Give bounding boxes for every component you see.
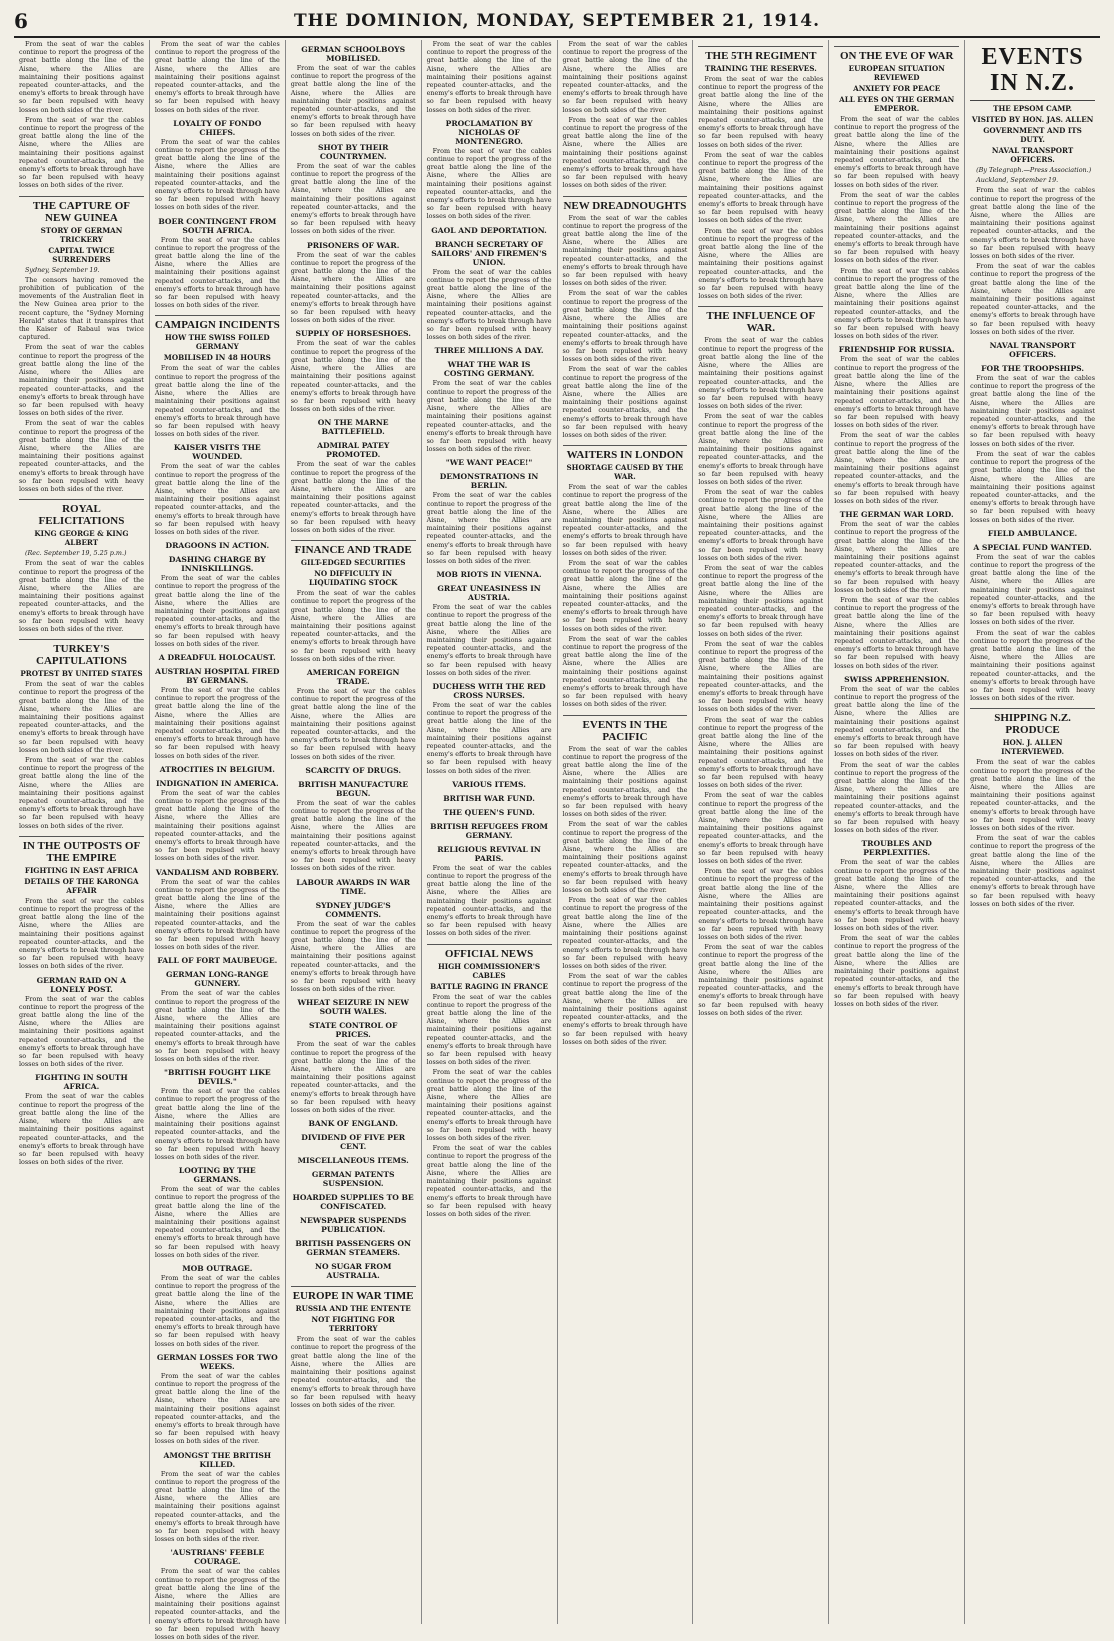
article-title: NAVAL TRANSPORT OFFICERS. <box>989 341 1076 360</box>
paragraph: From the seat of war the cables continue to report the progress of the great battle along the line of the Aisne, where the Allies are maintaining their positions against repeated counter-attacks, and the enemy's efforts to break through have so far been repulsed with heavy losses on both sides of the river. <box>19 1092 144 1167</box>
paragraph: From the seat of war the cables continue to report the progress of the great battle along the line of the Aisne, where the Allies are maintaining their positions against repeated counter-attacks, and the enemy's efforts to break through have so far been repulsed with heavy losses on both sides of the river. <box>290 64 416 138</box>
headline: THE CAPTURE OF NEW GUINEA <box>19 196 144 224</box>
article-title: AUSTRIAN HOSPITAL FIRED BY GERMANS. <box>155 666 280 685</box>
headline: THE 5TH REGIMENT <box>698 46 823 62</box>
paragraph: From the seat of war the cables continue to report the progress of the great battle along the line of the Aisne, where the Allies are maintaining their positions against repeated counter-attacks, and the enemy's efforts to break through have so far been repulsed with heavy losses on both sides of the river. <box>562 972 688 1046</box>
paragraph: From the seat of war the cables continue to report the progress of the great battle along the line of the Aisne, where the Allies are maintaining their positions against repeated counter-attacks, and the enemy's efforts to break through have so far been repulsed with heavy losses on both sides of the river. <box>154 574 280 648</box>
article-title: AMERICAN FOREIGN TRADE. <box>306 667 400 686</box>
paragraph: From the seat of war the cables continue to report the progress of the great battle along the line of the Aisne, where the Allies are maintaining their positions against repeated counter-attacks, and the enemy's efforts to break through have so far been repulsed with heavy losses on both sides of the river. <box>698 715 824 790</box>
article-title: FRIENDSHIP FOR RUSSIA. <box>838 345 955 355</box>
paragraph: From the seat of war the cables continue to report the progress of the great battle along the line of the Aisne, where the Allies are maintaining their positions against repeated counter-attacks, and the enemy's efforts to break through have so far been repulsed with heavy losses on both sides of the river. <box>426 1144 552 1218</box>
article-title: BRITISH REFUGEES FROM GERMANY. <box>430 821 548 840</box>
subheadline: BATTLE RAGING IN FRANCE <box>430 981 548 991</box>
paragraph: From the seat of war the cables continue to report the progress of the great battle along the line of the Aisne, where the Allies are maintaining their positions against repeated counter-attacks, and the enemy's efforts to break through have so far been repulsed with heavy losses on both sides of the river. <box>19 680 144 754</box>
subheadline: HON. J. ALLEN INTERVIEWED. <box>1001 738 1065 757</box>
subheadline: NO DIFFICULTY IN LIQUIDATING STOCK <box>308 569 398 588</box>
headline: NEW DREADNOUGHTS <box>563 196 688 212</box>
article-title: THREE MILLIONS A DAY. <box>434 346 544 356</box>
article-title: "BRITISH FOUGHT LIKE DEVILS." <box>164 1068 271 1087</box>
article-title: GAOL AND DEPORTATION. <box>431 225 547 235</box>
article-title: GERMAN LONG-RANGE GUNNERY. <box>166 970 269 989</box>
column-2 <box>150 40 286 1641</box>
headline: EUROPE IN WAR TIME <box>291 1286 416 1302</box>
subheadline: ALL EYES ON THE GERMAN EMPEROR. <box>839 95 955 113</box>
article-title: 'AUSTRIANS' FEEBLE COURAGE. <box>170 1548 265 1567</box>
article-title: MISCELLANEOUS ITEMS. <box>297 1156 409 1166</box>
article-title: GREAT UNEASINESS IN AUSTRIA. <box>437 584 541 603</box>
paragraph: From the seat of war the cables continue to report the progress of the great battle along the line of the Aisne, where the Allies are maintaining their positions against repeated counter-attacks, and the enemy's efforts to break through have so far been repulsed with heavy losses on both sides of the river. <box>154 1273 280 1348</box>
paragraph: From the seat of war the cables continue to report the progress of the great battle along the line of the Aisne, where the Allies are maintaining their positions against repeated counter-attacks, and the enemy's efforts to break through have so far been repulsed with heavy losses on both sides of the river. <box>698 226 824 301</box>
paragraph: From the seat of war the cables continue to report the progress of the great battle along the line of the Aisne, where the Allies are maintaining their positions against repeated counter-attacks, and the enemy's efforts to break through have so far been repulsed with heavy losses on both sides of the river. <box>290 798 416 873</box>
paragraph: From the seat of war the cables continue to report the progress of the great battle along the line of the Aisne, where the Allies are maintaining their positions against repeated counter-attacks, and the enemy's efforts to break through have so far been repulsed with heavy losses on both sides of the river. <box>19 559 144 633</box>
headline: ON THE EVE OF WAR <box>834 46 959 62</box>
paragraph: From the seat of war the cables continue to report the progress of the great battle along the line of the Aisne, where the Allies are maintaining their positions against repeated counter-attacks, and the enemy's efforts to break through have so far been repulsed with heavy losses on both sides of the river. <box>562 365 688 439</box>
paragraph: From the seat of war the cables continue to report the progress of the great battle along the line of the Aisne, where the Allies are maintaining their positions against repeated counter-attacks, and the enemy's efforts to break through have so far been repulsed with heavy losses on both sides of the river. <box>290 161 416 236</box>
article-title: FALL OF FORT MAUBEUGE. <box>157 956 278 966</box>
paragraph: From the seat of war the cables continue to report the progress of the great battle along the line of the Aisne, where the Allies are maintaining their positions against repeated counter-attacks, and the enemy's efforts to break through have so far been repulsed with heavy losses on both sides of the river. <box>562 896 688 970</box>
paragraph: From the seat of war the cables continue to report the progress of the great battle along the line of the Aisne, where the Allies are maintaining their positions against repeated counter-attacks, and the enemy's efforts to break through have so far been repulsed with heavy losses on both sides of the river. <box>426 603 552 677</box>
article-title: HOARDED SUPPLIES TO BE CONFISCATED. <box>292 1193 414 1212</box>
article-title: GERMAN SCHOOLBOYS MOBILISED. <box>301 45 406 63</box>
dateline: (By Telegraph.—Press Association.) <box>976 166 1092 174</box>
subheadline: VISITED BY HON. JAS. ALLEN <box>971 115 1094 124</box>
headline: TURKEY'S CAPITULATIONS <box>19 639 144 667</box>
paragraph: From the seat of war the cables continue to report the progress of the great battle along the line of the Aisne, where the Allies are maintaining their positions against repeated counter-attacks, and the enemy's efforts to break through have so far been repulsed with heavy losses on both sides of the river. <box>834 431 960 505</box>
article-title: ADMIRAL PATEY PROMOTED. <box>317 441 390 460</box>
article-title: MOB OUTRAGE. <box>182 1263 253 1273</box>
article-title: A SPECIAL FUND WANTED. <box>973 542 1092 552</box>
paragraph: From the seat of war the cables continue to report the progress of the great battle along the line of the Aisne, where the Allies are maintaining their positions against repeated counter-attacks, and the enemy's efforts to break through have so far been repulsed with heavy losses on both sides of the river. <box>426 379 552 454</box>
paragraph: From the seat of war the cables continue to report the progress of the great battle along the line of the Aisne, where the Allies are maintaining their positions against repeated counter-attacks, and the enemy's efforts to break through have so far been repulsed with heavy losses on both sides of the river. <box>970 628 1095 703</box>
article-title: WHAT THE WAR IS COSTING GERMANY. <box>443 360 535 379</box>
article-title: LABOUR AWARDS IN WAR TIME. <box>296 877 411 896</box>
article-title: KAISER VISITS THE WOUNDED. <box>173 443 261 462</box>
paragraph: From the seat of war the cables continue to report the progress of the great battle along the line of the Aisne, where the Allies are maintaining their positions against repeated counter-attacks, and the enemy's efforts to break through have so far been repulsed with heavy losses on both sides of the river. <box>970 186 1095 261</box>
headline: SHIPPING N.Z. PRODUCE <box>970 708 1095 736</box>
article-title: ATROCITIES IN BELGIUM. <box>159 764 275 774</box>
dateline: Auckland, September 19. <box>976 176 1059 185</box>
paragraph: From the seat of war the cables continue to report the progress of the great battle along the line of the Aisne, where the Allies are maintaining their positions against repeated counter-attacks, and the enemy's efforts to break through have so far been repulsed with heavy losses on both sides of the river. <box>562 289 688 364</box>
section-title: EVENTS IN N.Z. <box>981 44 1084 96</box>
column-5 <box>558 40 694 1624</box>
paragraph: From the seat of war the cables continue to report the progress of the great battle along the line of the Aisne, where the Allies are maintaining their positions against repeated counter-attacks, and the enemy's efforts to break through have so far been repulsed with heavy losses on both sides of the river. <box>154 364 280 439</box>
subheadline: ANXIETY FOR PEACE <box>853 84 941 93</box>
paragraph: From the seat of war the cables continue to report the progress of the great battle along the line of the Aisne, where the Allies are maintaining their positions against repeated counter-attacks, and the enemy's efforts to break through have so far been repulsed with heavy losses on both sides of the river. <box>19 756 144 830</box>
paragraph: From the seat of war the cables continue to report the progress of the great battle along the line of the Aisne, where the Allies are maintaining their positions against repeated counter-attacks, and the enemy's efforts to break through have so far been repulsed with heavy losses on both sides of the river. <box>834 355 960 430</box>
article-title: "WE WANT PEACE!" <box>445 458 533 468</box>
paragraph: From the seat of war the cables continue to report the progress of the great battle along the line of the Aisne, where the Allies are maintaining their positions against repeated counter-attacks, and the enemy's efforts to break through have so far been repulsed with heavy losses on both sides of the river. <box>562 40 688 114</box>
column-1 <box>14 40 150 1624</box>
article-title: A DREADFUL HOLOCAUST. <box>158 652 276 662</box>
article-title: STATE CONTROL OF PRICES. <box>308 1021 398 1040</box>
paragraph: From the seat of war the cables continue to report the progress of the great battle along the line of the Aisne, where the Allies are maintaining their positions against repeated counter-attacks, and the enemy's efforts to break through have so far been repulsed with heavy losses on both sides of the river. <box>698 412 824 486</box>
paragraph: From the seat of war the cables continue to report the progress of the great battle along the line of the Aisne, where the Allies are maintaining their positions against repeated counter-attacks, and the enemy's efforts to break through have so far been repulsed with heavy losses on both sides of the river. <box>562 558 688 633</box>
paragraph: From the seat of war the cables continue to report the progress of the great battle along the line of the Aisne, where the Allies are maintaining their positions against repeated counter-attacks, and the enemy's efforts to break through have so far been repulsed with heavy losses on both sides of the river. <box>562 213 688 288</box>
headline: OFFICIAL NEWS <box>427 944 552 960</box>
subheadline: HOW THE SWISS FOILED GERMANY <box>165 333 270 352</box>
paragraph: From the seat of war the cables continue to report the progress of the great battle along the line of the Aisne, where the Allies are maintaining their positions against repeated counter-attacks, and the enemy's efforts to break through have so far been repulsed with heavy losses on both sides of the river. <box>834 934 960 1008</box>
paragraph: From the seat of war the cables continue to report the progress of the great battle along the line of the Aisne, where the Allies are maintaining their positions against repeated counter-attacks, and the enemy's efforts to break through have so far been repulsed with heavy losses on both sides of the river. <box>426 40 552 114</box>
article-title: DUCHESS WITH THE RED CROSS NURSES. <box>432 681 546 700</box>
paragraph: From the seat of war the cables continue to report the progress of the great battle along the line of the Aisne, where the Allies are maintaining their positions against repeated counter-attacks, and the enemy's efforts to break through have so far been repulsed with heavy losses on both sides of the river. <box>698 943 824 1017</box>
headline: EVENTS IN THE PACIFIC <box>563 715 688 743</box>
headline: THE INFLUENCE OF WAR. <box>698 306 823 334</box>
paragraph: From the seat of war the cables continue to report the progress of the great battle along the line of the Aisne, where the Allies are maintaining their positions against repeated counter-attacks, and the enemy's efforts to break through have so far been repulsed with heavy losses on both sides of the river. <box>970 758 1095 832</box>
subheadline: KING GEORGE & KING ALBERT <box>34 529 129 548</box>
article-title: LOOTING BY THE GERMANS. <box>178 1166 256 1185</box>
subheadline: PROTEST BY UNITED STATES <box>20 669 143 679</box>
paragraph: From the seat of war the cables continue to report the progress of the great battle along the line of the Aisne, where the Allies are maintaining their positions against repeated counter-attacks, and the enemy's efforts to break through have so far been repulsed with heavy losses on both sides of the river. <box>562 634 688 709</box>
headline: IN THE OUTPOSTS OF THE EMPIRE <box>19 836 144 864</box>
article-title: DIVIDEND OF FIVE PER CENT. <box>301 1133 406 1152</box>
article-title: RELIGIOUS REVIVAL IN PARIS. <box>437 844 541 863</box>
column-3 <box>286 40 422 1624</box>
paragraph: From the seat of war the cables continue to report the progress of the great battle along the line of the Aisne, where the Allies are maintaining their positions against repeated counter-attacks, and the enemy's efforts to break through have so far been repulsed with heavy losses on both sides of the river. <box>290 460 416 534</box>
article-title: SUPPLY OF HORSESHOES. <box>295 329 411 339</box>
divider <box>970 100 1095 101</box>
paragraph: From the seat of war the cables continue to report the progress of the great battle along the line of the Aisne, where the Allies are maintaining their positions against repeated counter-attacks, and the enemy's efforts to break through have so far been repulsed with heavy losses on both sides of the river. <box>290 686 416 761</box>
newspaper-title: THE DOMINION, MONDAY, SEPTEMBER 21, 1914. <box>293 11 821 31</box>
paragraph: From the seat of war the cables continue to report the progress of the great battle along the line of the Aisne, where the Allies are maintaining their positions against repeated counter-attacks, and the enemy's efforts to break through have so far been repulsed with heavy losses on both sides of the river. <box>834 190 960 265</box>
article-title: FIGHTING IN SOUTH AFRICA. <box>35 1073 128 1092</box>
paragraph: From the seat of war the cables continue to report the progress of the great battle along the line of the Aisne, where the Allies are maintaining their positions against repeated counter-attacks, and the enemy's efforts to break through have so far been repulsed with heavy losses on both sides of the river. <box>154 877 280 952</box>
article-title: MOB RIOTS IN VIENNA. <box>436 570 542 580</box>
article-title: GERMAN RAID ON A LONELY POST. <box>36 975 127 994</box>
article-title: BOER CONTINGENT FROM SOUTH AFRICA. <box>158 216 277 235</box>
columns <box>14 40 1100 1641</box>
headline: WAITERS IN LONDON <box>563 445 688 461</box>
subheadline: NAVAL TRANSPORT OFFICERS. <box>991 146 1074 164</box>
article-title: GERMAN PATENTS SUSPENSION. <box>311 1170 395 1189</box>
paragraph: From the seat of war the cables continue to report the progress of the great battle along the line of the Aisne, where the Allies are maintaining their positions against repeated counter-attacks, and the enemy's efforts to break through have so far been repulsed with heavy losses on both sides of the river. <box>834 684 960 759</box>
paragraph: From the seat of war the cables continue to report the progress of the great battle along the line of the Aisne, where the Allies are maintaining their positions against repeated counter-attacks, and the enemy's efforts to break through have so far been repulsed with heavy losses on both sides of the river. <box>290 589 416 663</box>
article-title: AMONGST THE BRITISH KILLED. <box>163 1450 272 1469</box>
article-title: NO SUGAR FROM AUSTRALIA. <box>315 1262 392 1281</box>
article-title: BANK OF ENGLAND. <box>308 1119 398 1129</box>
column-4 <box>422 40 558 1624</box>
dateline: (Rec. September 19, 5.25 p.m.) <box>25 549 127 558</box>
paragraph: From the seat of war the cables continue to report the progress of the great battle along the line of the Aisne, where the Allies are maintaining their positions against repeated counter-attacks, and the enemy's efforts to break through have so far been repulsed with heavy losses on both sides of the river. <box>426 146 552 221</box>
paragraph: From the seat of war the cables continue to report the progress of the great battle along the line of the Aisne, where the Allies are maintaining their positions against repeated counter-attacks, and the enemy's efforts to break through have so far been repulsed with heavy losses on both sides of the river. <box>154 235 280 310</box>
paragraph: From the seat of war the cables continue to report the progress of the great battle along the line of the Aisne, where the Allies are maintaining their positions against repeated counter-attacks, and the enemy's efforts to break through have so far been repulsed with heavy losses on both sides of the river. <box>19 896 144 971</box>
paragraph: From the seat of war the cables continue to report the progress of the great battle along the line of the Aisne, where the Allies are maintaining their positions against repeated counter-attacks, and the enemy's efforts to break through have so far been repulsed with heavy losses on both sides of the river. <box>834 858 960 933</box>
article-title: BRITISH MANUFACTURE BEGUN. <box>298 779 409 798</box>
subheadline: THE EPSOM CAMP. <box>993 104 1072 113</box>
paragraph: From the seat of war the cables continue to report the progress of the great battle along the line of the Aisne, where the Allies are maintaining their positions against repeated counter-attacks, and the enemy's efforts to break through have so far been repulsed with heavy losses on both sides of the river. <box>698 336 824 411</box>
paragraph: From the seat of war the cables continue to report the progress of the great battle along the line of the Aisne, where the Allies are maintaining their positions against repeated counter-attacks, and the enemy's efforts to break through have so far been repulsed with heavy losses on both sides of the river. <box>290 1040 416 1115</box>
subheadline: TRAINING THE RESERVES. <box>704 64 817 73</box>
article-title: LOYALTY OF FONDO CHIEFS. <box>173 118 262 137</box>
subheadline: NOT FIGHTING FOR TERRITORY <box>311 1315 395 1334</box>
paragraph: From the seat of war the cables continue to report the progress of the great battle along the line of the Aisne, where the Allies are maintaining their positions against repeated counter-attacks, and the enemy's efforts to break through have so far been repulsed with heavy losses on both sides of the river. <box>562 483 688 557</box>
article-title: FOR THE TROOPSHIPS. <box>981 364 1085 374</box>
article-title: SCARCITY OF DRUGS. <box>305 765 401 775</box>
subheadline: HIGH COMMISSIONER'S CABLES <box>438 961 541 980</box>
article-title: DASHING CHARGE BY INNISKILLINGS. <box>168 555 266 574</box>
article-title: SYDNEY JUDGE'S COMMENTS. <box>315 900 391 919</box>
paragraph: From the seat of war the cables continue to report the progress of the great battle along the line of the Aisne, where the Allies are maintaining their positions against repeated counter-attacks, and the enemy's efforts to break through have so far been repulsed with heavy losses on both sides of the river. <box>426 267 552 342</box>
article-title: DEMONSTRATIONS IN BERLIN. <box>439 472 539 491</box>
column-8 <box>965 40 1100 1624</box>
paragraph: From the seat of war the cables continue to report the progress of the great battle along the line of the Aisne, where the Allies are maintaining their positions against repeated counter-attacks, and the enemy's efforts to break through have so far been repulsed with heavy losses on both sides of the river. <box>154 40 280 114</box>
paragraph: From the seat of war the cables continue to report the progress of the great battle along the line of the Aisne, where the Allies are maintaining their positions against repeated counter-attacks, and the enemy's efforts to break through have so far been repulsed with heavy losses on both sides of the river. <box>562 115 688 190</box>
paragraph: From the seat of war the cables continue to report the progress of the great battle along the line of the Aisne, where the Allies are maintaining their positions against repeated counter-attacks, and the enemy's efforts to break through have so far been repulsed with heavy losses on both sides of the river. <box>698 75 824 149</box>
paragraph: From the seat of war the cables continue to report the progress of the great battle along the line of the Aisne, where the Allies are maintaining their positions against repeated counter-attacks, and the enemy's efforts to break through have so far been repulsed with heavy losses on both sides of the river. <box>970 552 1095 627</box>
paragraph: From the seat of war the cables continue to report the progress of the great battle along the line of the Aisne, where the Allies are maintaining their positions against repeated counter-attacks, and the enemy's efforts to break through have so far been repulsed with heavy losses on both sides of the river. <box>834 595 960 670</box>
article-title: BRITISH PASSENGERS ON GERMAN STEAMERS. <box>295 1239 411 1258</box>
paragraph: From the seat of war the cables continue to report the progress of the great battle along the line of the Aisne, where the Allies are maintaining their positions against repeated counter-attacks, and the enemy's efforts to break through have so far been repulsed with heavy losses on both sides of the river. <box>970 449 1095 524</box>
column-7 <box>829 40 965 1624</box>
column-6 <box>693 40 829 1624</box>
paragraph: From the seat of war the cables continue to report the progress of the great battle along the line of the Aisne, where the Allies are maintaining their positions against repeated counter-attacks, and the enemy's efforts to break through have so far been repulsed with heavy losses on both sides of the river. <box>834 115 960 189</box>
paragraph: From the seat of war the cables continue to report the progress of the great battle along the line of the Aisne, where the Allies are maintaining their positions against repeated counter-attacks, and the enemy's efforts to break through have so far been repulsed with heavy losses on both sides of the river. <box>154 1371 280 1446</box>
paragraph: From the seat of war the cables continue to report the progress of the great battle along the line of the Aisne, where the Allies are maintaining their positions against repeated counter-attacks, and the enemy's efforts to break through have so far been repulsed with heavy losses on both sides of the river. <box>970 262 1095 336</box>
article-title: VARIOUS ITEMS. <box>452 779 526 789</box>
article-title: ON THE MARNE BATTLEFIELD. <box>317 418 389 437</box>
article-title: THE GERMAN WAR LORD. <box>839 510 954 520</box>
article-title: TROUBLES AND PERPLEXITIES. <box>861 839 932 858</box>
subheadline: FIGHTING IN EAST AFRICA <box>24 865 139 875</box>
paragraph: From the seat of war the cables continue to report the progress of the great battle along the line of the Aisne, where the Allies are maintaining their positions against repeated counter-attacks, and the enemy's efforts to break through have so far been repulsed with heavy losses on both sides of the river. <box>562 744 688 819</box>
paragraph: From the seat of war the cables continue to report the progress of the great battle along the line of the Aisne, where the Allies are maintaining their positions against repeated counter-attacks, and the enemy's efforts to break through have so far been repulsed with heavy losses on both sides of the river. <box>19 343 144 418</box>
paragraph: From the seat of war the cables continue to report the progress of the great battle along the line of the Aisne, where the Allies are maintaining their positions against repeated counter-attacks, and the enemy's efforts to break through have so far been repulsed with heavy losses on both sides of the river. <box>426 992 552 1067</box>
paragraph: From the seat of war the cables continue to report the progress of the great battle along the line of the Aisne, where the Allies are maintaining their positions against repeated counter-attacks, and the enemy's efforts to break through have so far been repulsed with heavy losses on both sides of the river. <box>154 1185 280 1259</box>
paragraph: From the seat of war the cables continue to report the progress of the great battle along the line of the Aisne, where the Allies are maintaining their positions against repeated counter-attacks, and the enemy's efforts to break through have so far been repulsed with heavy losses on both sides of the river. <box>154 1567 280 1641</box>
headline: ROYAL FELICITATIONS <box>19 499 144 527</box>
paragraph: From the seat of war the cables continue to report the progress of the great battle along the line of the Aisne, where the Allies are maintaining their positions against repeated counter-attacks, and the enemy's efforts to break through have so far been repulsed with heavy losses on both sides of the river. <box>154 685 280 760</box>
paragraph: From the seat of war the cables continue to report the progress of the great battle along the line of the Aisne, where the Allies are maintaining their positions against repeated counter-attacks, and the enemy's efforts to break through have so far been repulsed with heavy losses on both sides of the river. <box>834 520 960 594</box>
page-number: 6 <box>14 9 28 33</box>
paragraph: From the seat of war the cables continue to report the progress of the great battle along the line of the Aisne, where the Allies are maintaining their positions against repeated counter-attacks, and the enemy's efforts to break through have so far been repulsed with heavy losses on both sides of the river. <box>970 374 1095 448</box>
subheadline: MOBILISED IN 48 HOURS <box>163 353 271 363</box>
article-title: SWISS APPREHENSION. <box>844 674 950 684</box>
subheadline: RUSSIA AND THE ENTENTE <box>295 1304 411 1314</box>
paragraph: From the seat of war the cables continue to report the progress of the great battle along the line of the Aisne, where the Allies are maintaining their positions against repeated counter-attacks, and the enemy's efforts to break through have so far been repulsed with heavy losses on both sides of the river. <box>834 266 960 341</box>
article-title: THE QUEEN'S FUND. <box>443 807 535 817</box>
subheadline: CAPITAL TWICE SURRENDERS <box>48 245 115 264</box>
article-title: PROCLAMATION BY NICHOLAS OF MONTENEGRO. <box>445 118 533 146</box>
paragraph: From the seat of war the cables continue to report the progress of the great battle along the line of the Aisne, where the Allies are maintaining their positions against repeated counter-attacks, and the enemy's efforts to break through have so far been repulsed with heavy losses on both sides of the river. <box>154 989 280 1064</box>
paragraph: From the seat of war the cables continue to report the progress of the great battle along the line of the Aisne, where the Allies are maintaining their positions against repeated counter-attacks, and the enemy's efforts to break through have so far been repulsed with heavy losses on both sides of the river. <box>290 1335 416 1409</box>
dateline: Sydney, September 19. <box>25 265 100 274</box>
subheadline: EUROPEAN SITUATION REVIEWED <box>848 64 945 82</box>
headline: CAMPAIGN INCIDENTS <box>155 315 280 331</box>
subheadline: STORY OF GERMAN TRICKERY <box>40 225 123 244</box>
paragraph: The censors having removed the prohibition of publication of the movements of the Australian fleet in the New Guinea area prior to the recent capture, the "Sydney Morning Herald" states that it transpires that the Kaiser of Rabaul was twice captured. <box>19 275 144 342</box>
paragraph: From the seat of war the cables continue to report the progress of the great battle along the line of the Aisne, where the Allies are maintaining their positions against repeated counter-attacks, and the enemy's efforts to break through have so far been repulsed with heavy losses on both sides of the river. <box>698 563 824 638</box>
paragraph: From the seat of war the cables continue to report the progress of the great battle along the line of the Aisne, where the Allies are maintaining their positions against repeated counter-attacks, and the enemy's efforts to break through have so far been repulsed with heavy losses on both sides of the river. <box>19 40 144 114</box>
article-title: PRISONERS OF WAR. <box>306 240 400 250</box>
article-title: BRITISH WAR FUND. <box>443 793 535 803</box>
paragraph: From the seat of war the cables continue to report the progress of the great battle along the line of the Aisne, where the Allies are maintaining their positions against repeated counter-attacks, and the enemy's efforts to break through have so far been repulsed with heavy losses on both sides of the river. <box>698 488 824 562</box>
paragraph: From the seat of war the cables continue to report the progress of the great battle along the line of the Aisne, where the Allies are maintaining their positions against repeated counter-attacks, and the enemy's efforts to break through have so far been repulsed with heavy losses on both sides of the river. <box>426 491 552 565</box>
subheadline: GILT-EDGED SECURITIES <box>300 558 406 568</box>
paragraph: From the seat of war the cables continue to report the progress of the great battle along the line of the Aisne, where the Allies are maintaining their positions against repeated counter-attacks, and the enemy's efforts to break through have so far been repulsed with heavy losses on both sides of the river. <box>426 863 552 938</box>
article-title: NEWSPAPER SUSPENDS PUBLICATION. <box>300 1216 407 1235</box>
article-title: BRANCH SECRETARY OF SAILORS' AND FIREMEN'S UNION. <box>431 239 547 267</box>
paragraph: From the seat of war the cables continue to report the progress of the great battle along the line of the Aisne, where the Allies are maintaining their positions against repeated counter-attacks, and the enemy's efforts to break through have so far been repulsed with heavy losses on both sides of the river. <box>290 250 416 325</box>
subheadline: SHORTAGE CAUSED BY THE WAR. <box>566 463 684 482</box>
paragraph: From the seat of war the cables continue to report the progress of the great battle along the line of the Aisne, where the Allies are maintaining their positions against repeated counter-attacks, and the enemy's efforts to break through have so far been repulsed with heavy losses on both sides of the river. <box>290 919 416 994</box>
article-title: DRAGOONS IN ACTION. <box>165 541 270 551</box>
subheadline: GOVERNMENT AND ITS DUTY. <box>983 126 1082 144</box>
paragraph: From the seat of war the cables continue to report the progress of the great battle along the line of the Aisne, where the Allies are maintaining their positions against repeated counter-attacks, and the enemy's efforts to break through have so far been repulsed with heavy losses on both sides of the river. <box>970 834 1095 908</box>
article-title: VANDALISM AND ROBBERY. <box>155 867 279 877</box>
paragraph: From the seat of war the cables continue to report the progress of the great battle along the line of the Aisne, where the Allies are maintaining their positions against repeated counter-attacks, and the enemy's efforts to break through have so far been repulsed with heavy losses on both sides of the river. <box>19 994 144 1069</box>
paragraph: From the seat of war the cables continue to report the progress of the great battle along the line of the Aisne, where the Allies are maintaining their positions against repeated counter-attacks, and the enemy's efforts to break through have so far been repulsed with heavy losses on both sides of the river. <box>426 700 552 775</box>
article-title: GERMAN LOSSES FOR TWO WEEKS. <box>156 1352 278 1371</box>
paragraph: From the seat of war the cables continue to report the progress of the great battle along the line of the Aisne, where the Allies are maintaining their positions against repeated counter-attacks, and the enemy's efforts to break through have so far been repulsed with heavy losses on both sides of the river. <box>834 760 960 835</box>
paragraph: From the seat of war the cables continue to report the progress of the great battle along the line of the Aisne, where the Allies are maintaining their positions against repeated counter-attacks, and the enemy's efforts to break through have so far been repulsed with heavy losses on both sides of the river. <box>562 820 688 895</box>
paragraph: From the seat of war the cables continue to report the progress of the great battle along the line of the Aisne, where the Allies are maintaining their positions against repeated counter-attacks, and the enemy's efforts to break through have so far been repulsed with heavy losses on both sides of the river. <box>19 115 144 190</box>
paragraph: From the seat of war the cables continue to report the progress of the great battle along the line of the Aisne, where the Allies are maintaining their positions against repeated counter-attacks, and the enemy's efforts to break through have so far been repulsed with heavy losses on both sides of the river. <box>698 867 824 941</box>
article-title: FIELD AMBULANCE. <box>987 528 1078 538</box>
paragraph: From the seat of war the cables continue to report the progress of the great battle along the line of the Aisne, where the Allies are maintaining their positions against repeated counter-attacks, and the enemy's efforts to break through have so far been repulsed with heavy losses on both sides of the river. <box>154 137 280 212</box>
paragraph: From the seat of war the cables continue to report the progress of the great battle along the line of the Aisne, where the Allies are maintaining their positions against repeated counter-attacks, and the enemy's efforts to break through have so far been repulsed with heavy losses on both sides of the river. <box>698 791 824 866</box>
article-title: SHOT BY THEIR COUNTRYMEN. <box>317 142 389 161</box>
paragraph: From the seat of war the cables continue to report the progress of the great battle along the line of the Aisne, where the Allies are maintaining their positions against repeated counter-attacks, and the enemy's efforts to break through have so far been repulsed with heavy losses on both sides of the river. <box>154 788 280 863</box>
paragraph: From the seat of war the cables continue to report the progress of the great battle along the line of the Aisne, where the Allies are maintaining their positions against repeated counter-attacks, and the enemy's efforts to break through have so far been repulsed with heavy losses on both sides of the river. <box>154 1469 280 1544</box>
article-title: WHEAT SEIZURE IN NEW SOUTH WALES. <box>297 998 409 1017</box>
masthead <box>14 6 1100 38</box>
paragraph: From the seat of war the cables continue to report the progress of the great battle along the line of the Aisne, where the Allies are maintaining their positions against repeated counter-attacks, and the enemy's efforts to break through have so far been repulsed with heavy losses on both sides of the river. <box>19 419 144 493</box>
paragraph: From the seat of war the cables continue to report the progress of the great battle along the line of the Aisne, where the Allies are maintaining their positions against repeated counter-attacks, and the enemy's efforts to break through have so far been repulsed with heavy losses on both sides of the river. <box>426 1068 552 1143</box>
article-title: INDIGNATION IN AMERICA. <box>156 778 279 788</box>
subheadline: DETAILS OF THE KARONGA AFFAIR <box>24 876 139 895</box>
paragraph: From the seat of war the cables continue to report the progress of the great battle along the line of the Aisne, where the Allies are maintaining their positions against repeated counter-attacks, and the enemy's efforts to break through have so far been repulsed with heavy losses on both sides of the river. <box>154 462 280 536</box>
paragraph: From the seat of war the cables continue to report the progress of the great battle along the line of the Aisne, where the Allies are maintaining their positions against repeated counter-attacks, and the enemy's efforts to break through have so far been repulsed with heavy losses on both sides of the river. <box>154 1087 280 1161</box>
paragraph: From the seat of war the cables continue to report the progress of the great battle along the line of the Aisne, where the Allies are maintaining their positions against repeated counter-attacks, and the enemy's efforts to break through have so far been repulsed with heavy losses on both sides of the river. <box>290 339 416 414</box>
paragraph: From the seat of war the cables continue to report the progress of the great battle along the line of the Aisne, where the Allies are maintaining their positions against repeated counter-attacks, and the enemy's efforts to break through have so far been repulsed with heavy losses on both sides of the river. <box>698 639 824 714</box>
headline: FINANCE AND TRADE <box>291 540 416 556</box>
paragraph: From the seat of war the cables continue to report the progress of the great battle along the line of the Aisne, where the Allies are maintaining their positions against repeated counter-attacks, and the enemy's efforts to break through have so far been repulsed with heavy losses on both sides of the river. <box>698 150 824 225</box>
